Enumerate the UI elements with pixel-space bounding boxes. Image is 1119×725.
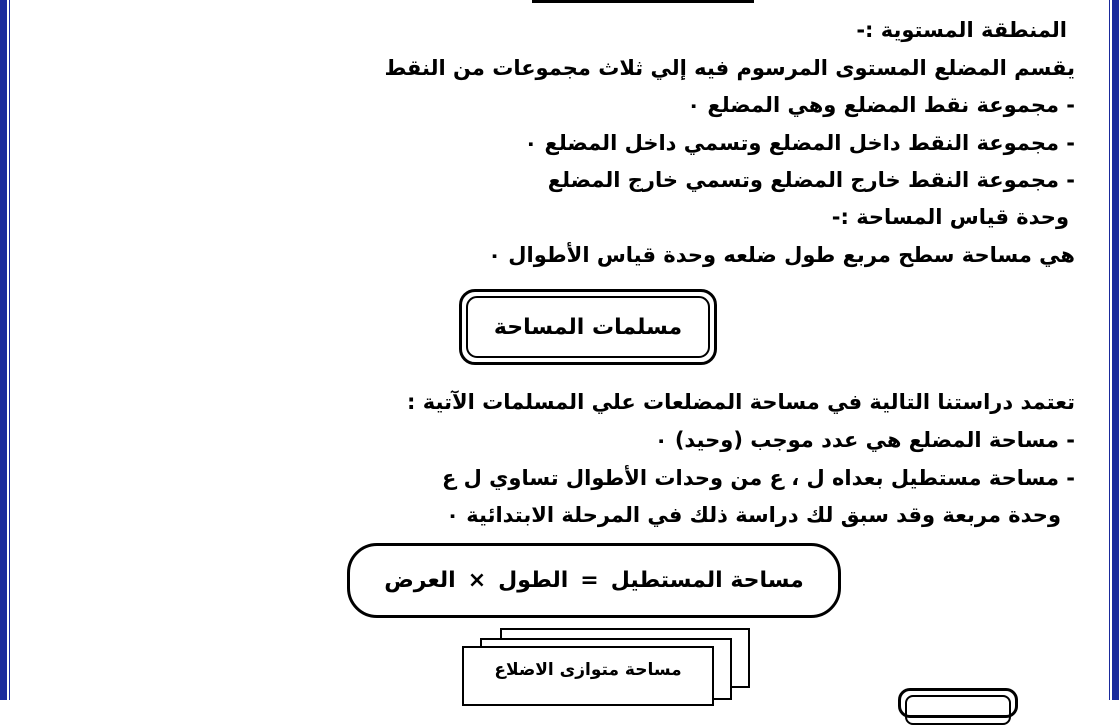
postulate-item: - مساحة مستطيل بعداه ل ، ع من وحدات الأطوال تساوي ل ع — [441, 466, 1075, 490]
parallelogram-area-card — [462, 646, 714, 706]
postulates-title: مسلمات المساحة — [466, 296, 710, 358]
next-box-partial — [898, 688, 1018, 718]
definition-text: هي مساحة سطح مربع طول ضلعه وحدة قياس الأطوال ٠ — [488, 243, 1075, 267]
rectangle-area-formula — [347, 543, 841, 618]
section-intro: يقسم المضلع المستوى المرسوم فيه إلي ثلاث مجموعات من النقط — [384, 56, 1075, 80]
formula-times: × — [467, 568, 487, 593]
section-heading-area-unit: وحدة قياس المساحة :- — [831, 205, 1069, 229]
list-item: - مجموعة النقط خارج المضلع وتسمي خارج المضلع — [547, 168, 1075, 192]
postulates-title-box — [459, 289, 717, 365]
list-item: - مجموعة النقط داخل المضلع وتسمي داخل المضلع ٠ — [524, 131, 1075, 155]
postulates-intro: تعتمد دراستنا التالية في مساحة المضلعات علي المسلمات الآتية : — [407, 390, 1075, 414]
page-border-left — [0, 0, 7, 700]
list-item: - مجموعة نقط المضلع وهي المضلع ٠ — [687, 93, 1075, 117]
formula-width: العرض — [384, 568, 456, 593]
postulate-item: - مساحة المضلع هي عدد موجب (وحيد) ٠ — [654, 428, 1075, 452]
formula-lhs: مساحة المستطيل — [610, 568, 804, 593]
postulate-item-continuation: وحدة مربعة وقد سبق لك دراسة ذلك في المرحلة الابتدائية ٠ — [446, 503, 1061, 527]
formula-length: الطول — [498, 568, 569, 593]
section-heading-plane-region: المنطقة المستوية :- — [856, 18, 1067, 42]
parallelogram-area-label: مساحة متوازى الاضلاع — [494, 660, 682, 680]
formula-equals: = — [580, 568, 599, 593]
page-border-right — [1112, 0, 1119, 700]
top-box-edge — [532, 0, 754, 3]
